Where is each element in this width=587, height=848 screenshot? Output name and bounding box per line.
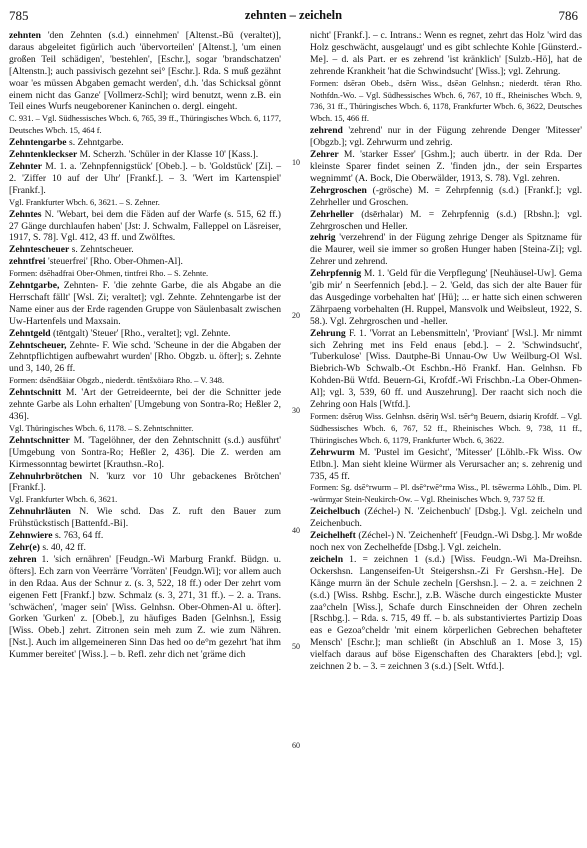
entry-text: 'zehrend' nur in der Fügung zehrende Denger 'Mitesser' [Obgzb.]; vgl. Zehrwurm und zehrig. <box>310 125 582 149</box>
dictionary-entry <box>310 125 582 149</box>
line-number: 60 <box>292 741 300 750</box>
reference-note <box>9 197 281 209</box>
dictionary-entry <box>9 340 281 376</box>
entry-text: (Zéchel-) N. 'Zeichenbuch' [Dsbg.]. Vgl. zeicheln und Zeichenbuch. <box>310 506 582 530</box>
entry-headword: Zehrer <box>310 149 339 161</box>
entry-headword: Zehntenkleckser <box>9 149 78 161</box>
entry-headword: zehren <box>9 553 37 565</box>
dictionary-entry <box>9 280 281 328</box>
entry-text: F. 1. 'Vorrat an Lebensmitteln', 'Proviant' [Wsl.]. Mr nimmt sich Zehring met ins Feld enaus [ebd.]. – 2. 'Schwindsucht', 'Tuberkulose' [Wiss. Dautphe-Bi Unnau-Ow Uw Weilburg-Ol Wsl. Biebrich-Wb Schwalb.-Ot Eschbn.-Hö Frankf. Han. Gelnhsn. Fb Kohden-Bü Wtfd. Beuern-Gi, Krofdf.-Wi Frischbn.-La Ober-Ohmen-Al]; vgl. 3, 539, 60 ff. und Auszehrung]. Der raacht sich noch die Zehring oon Hals [Wtfd.]. <box>310 327 583 411</box>
dictionary-entry <box>9 506 281 530</box>
line-number: 30 <box>292 406 300 415</box>
reference-text: C. 931. – Vgl. Südhessisches Wbch. 6, 765, 39 ff., Thüringisches Wbch. 6, 1177, Deutsches Wbch. 15, 464 f. <box>9 114 281 136</box>
reference-note <box>9 423 281 435</box>
entry-headword: Zehr(e) <box>9 541 40 553</box>
entry-headword: Zehntgarbe, <box>9 280 60 292</box>
entry-headword: zehnten <box>9 30 41 41</box>
entry-text: M. Scherzh. 'Schüler in der Klasse 10' [Kass.]. <box>79 149 259 161</box>
entry-headword: zeicheln <box>310 553 344 565</box>
dictionary-entry <box>310 506 582 530</box>
entry-text: N. Wie schd. Das Z. ruft den Bauer zum Frühstückstisch [Battenfd.-Bi]. <box>9 506 281 530</box>
reference-text: Formen: dsēhadfrai Ober-Ohmen, tintfrei Rho. – S. Zehnte. <box>9 269 209 279</box>
right-column <box>310 30 582 673</box>
entry-text: (-grösche) M. = Zehrpfennig (s.d.) [Frankf.]; vgl. Zehrheller und Groschen. <box>310 184 582 208</box>
entry-text: (tēntgalt) 'Steuer' [Rho., veraltet]; vgl. Zehnte. <box>53 327 231 339</box>
entry-text: M. 1. a. 'Zehnpfennigstück' [Obeb.]. – b. 'Goldstück' [Zi]. – 2. 'Ziffer 10 auf der Uhr' [Frankf.]. – 3. 'Wert im Kartenspiel' [Frankf.]. <box>9 160 281 196</box>
dictionary-entry <box>310 209 582 233</box>
entry-headword: Zehntgeld <box>9 327 51 339</box>
entry-text: (Zéchel-) N. 'Zeichenheft' [Feudgn.-Wi Dsbg.]. Mr woßde noch nex von Zechelhefde [Dsbg.]. Vgl. zeicheln. <box>310 530 582 553</box>
dictionary-entry <box>310 185 582 209</box>
entry-text: s. Zehntscheuer. <box>71 244 134 256</box>
entry-text: Zehnten- F. 'die zehnte Garbe, die als Abgabe an die Herrschaft fällt' [Wsl. Zi; veraltet]; vgl. Zehnte. Zehntengarbe ist der Name einer aus der Erde ragenden Gruppe von Säulenbasalt zwischen Uw-Hartenfels und Maxsain. <box>9 280 281 327</box>
entry-headword: Zehnuhrbrötchen <box>9 470 83 482</box>
entry-headword: Zehntschnitter <box>9 434 70 446</box>
dictionary-entry <box>310 149 582 185</box>
line-number: 10 <box>292 158 300 167</box>
dictionary-entry <box>9 244 281 256</box>
dictionary-entry <box>310 447 582 483</box>
reference-text: Vgl. Frankfurter Wbch. 6, 3621. – S. Zehner. <box>9 197 160 207</box>
entry-headword: zehntfrei <box>9 256 46 268</box>
dictionary-entry <box>310 268 582 328</box>
page-number-right: 786 <box>558 8 578 23</box>
entry-text: nicht' [Frankf.]. – c. Intrans.: Wenn es regnet, zehrt das Holz 'wird das Holz geschwächt, ausgelaugt' und es gibt schlechte Kohle [Günsterd.-Me]. – d. als Part. er es zehrend 'ist kränklich' [Sulzb.-Hö], hat de zehrende Krankheit 'hat die Schwindsucht' [Wiss.]; vgl. Zehrung. <box>310 30 582 77</box>
entry-text: 1. = zeichnen 1 (s.d.) [Wiss. Feudgn.-Wi Ma-Dreihsn. Ockershsn. Langenseifen-Ut Steigershsn.-Zi Fr Gershsn.-He]. De Känge murrn än der Schule zecheln [Gershsn.]. – 2. a. = zeichnen 2 (s.d.) [Wiss. Rshbg. Eschr.], z.B. Wäsche durch eingestickte Muster zaa°cheln [Wiss.], Schafe durch Einschneiden der Ohren zecheln [Rschbg.]. – Rda. s. 715, 49 ff. – b. als substantiviertes Partizip Doas eas e Gezoa°cheldr 'mit einem körperlichen Gebrechen behafteter Mensch' [Eschr.]; man schließt (in Abschluß an 1. Mose 3, 15) vielfach daraus auf böse Eigenschaften des Charakters [ebd.]; vgl. zeichnen 2 b. – 3. = zeichnen 3 (s.d.) [Selt. Wtfd.]. <box>310 553 582 673</box>
entry-headword: zehrend <box>310 125 343 137</box>
dictionary-entry <box>9 471 281 495</box>
entry-headword: Zehrpfennig <box>310 268 362 280</box>
entry-headword: Zehrgroschen <box>310 184 367 196</box>
dictionary-entry <box>9 435 281 471</box>
dictionary-entry <box>310 232 582 268</box>
entry-headword: Zehrung <box>310 327 346 339</box>
dictionary-entry <box>310 554 582 673</box>
reference-text: Formen: Sg. dsē°rwurm – Pl. dsē°rwē°rmə Wiss., Pl. tsēwεrmə Löhlb., Dim. Pl. -würmχər Stein-Neukirch-Ow. – Vgl. Rheinisches Wbch. 9, 737 52 ff. <box>310 483 582 505</box>
reference-note <box>310 482 582 506</box>
dictionary-entry <box>310 328 582 411</box>
entry-headword: Zehrheller <box>310 208 354 220</box>
entry-text: M. 'Art der Getreideernte, bei der die Schnitter jede zehnte Garbe als Lohn erhalten' [Umgebung von Sontra-Ro; Heßler 2, 436]. <box>9 387 281 422</box>
running-title: zehnten – zeicheln <box>244 8 343 22</box>
entry-text: s. 40, 42 ff. <box>42 541 86 553</box>
dictionary-entry <box>310 30 582 78</box>
entry-text: Zehnte- F. Wie schd. 'Scheune in der die Abgaben der Zehntpflichtigen aufbewahrt wurden' [Rho. Obgzb. u. öfter]; s. Zehnte und 3, 140, 26 ff. <box>9 339 281 375</box>
dictionary-entry <box>310 530 582 554</box>
dictionary-entry <box>9 137 281 149</box>
dictionary-entry <box>9 542 281 554</box>
entry-text: 'verzehrend' in der Fügung zehrige Denger als Spitzname für die Maurer, weil sie immer so großen Hunger haben [Steina-Zi]; vgl. Zehrer und zehrend. <box>310 232 583 268</box>
entry-headword: Zeichelbuch <box>310 506 361 518</box>
reference-note <box>9 113 281 137</box>
entry-headword: Zehntescheuer <box>9 244 70 256</box>
entry-text: M. 'Pustel im Gesicht', 'Mitesser' [Löhlb.-Fk Wiss. Ow Etlbn.]. Man sieht kleine Würmer als Verursacher an; s. zehrenig und 735, 45 ff. <box>310 446 582 482</box>
reference-text: Vgl. Frankfurter Wbch. 6, 3621. <box>9 495 118 505</box>
entry-headword: Zehnter <box>9 160 43 172</box>
entry-text: M. 'starker Esser' [Gshm.]; auch übertr. in der Rda. Der kleinste Sparer findet seinen Z. 'finden jdn., der sein Erspartes wegnimmt' (A. Bock, Die Oberwälder, 1913, S. 78). Vgl. zehren. <box>310 149 582 184</box>
entry-text: N. 'kurz vor 10 Uhr gebackenes Brötchen' [Frankf.]. <box>9 470 281 494</box>
entry-text: 'den Zehnten (s.d.) einnehmen' [Altenst.-Bü (veraltet)], daraus abgeleitet figürlich auch 'übervorteilen' [Altenst.], 'um einen großen Teil schädigen', 'bestehlen', [Eschr.], sogar 'brandschatzen' [Altenstn.]; auch passivisch gezehnt sei° [Eschr.]. Rda. S muß gezähnt woar 'es müssen Abgaben gemacht werden', d.h. 'das Schicksal gönnt einem nicht das Ganze' [Vollmerz-Schl]; wird benutzt, wenn z.B. ein Teil eines Wurfs neugeborener Kaninchen o. dergl. eingeht. <box>9 30 281 113</box>
page-number-left: 785 <box>9 8 29 23</box>
page-header <box>9 8 578 24</box>
dictionary-entry <box>9 328 281 340</box>
entry-headword: Zehnwiere <box>9 530 53 542</box>
reference-text: Formen: dsēndšäiar Obgzb., niederdt. tēntšxöiarə Rho. – V. 348. <box>9 376 225 386</box>
dictionary-entry <box>9 554 281 661</box>
left-column <box>9 30 281 661</box>
entry-headword: Zehntengarbe <box>9 137 67 149</box>
entry-text: 'steuerfrei' [Rho. Ober-Ohmen-Al]. <box>48 256 183 268</box>
reference-note <box>310 78 582 126</box>
entry-headword: Zehntes <box>9 208 42 220</box>
entry-headword: Zehntscheuer, <box>9 339 67 351</box>
dictionary-entry <box>9 149 281 161</box>
line-number: 40 <box>292 526 300 535</box>
dictionary-entry <box>9 209 281 245</box>
entry-headword: Zehnuhrläuten <box>9 506 71 518</box>
line-number: 20 <box>292 311 300 320</box>
entry-text: s. Zehntgarbe. <box>68 137 124 149</box>
entry-text: M. 'Tagelöhner, der den Zehntschnitt (s.d.) ausführt' [Umgebung von Sontra-Ro; Heßler 2, 436]. Die Z. werden am Kirmessonntag bewirtet [Krauthsn.-Ro]. <box>9 434 281 470</box>
reference-note <box>310 411 582 447</box>
line-number: 50 <box>292 642 300 651</box>
dictionary-entry <box>9 161 281 197</box>
dictionary-entry <box>9 387 281 423</box>
entry-headword: zehrig <box>310 232 336 244</box>
reference-note <box>9 375 281 387</box>
reference-text: Formen: dsērυŋ Wiss. Gelnhsn. dsēriŋ Wsl. tsēr°ŋ Beuern, dsiəriŋ Krofdf. – Vgl. Südhessisches Wbch. 6, 767, 52 ff., Rheinisches Wbch. 9, 738, 11 ff., Thüringisches Wbch. 6, 1179, Frankfurter Wbch. 6, 3622. <box>310 412 582 445</box>
entry-headword: Zehrwurm <box>310 446 355 458</box>
entry-headword: Zeichelheft <box>310 530 356 542</box>
entry-text: 1. 'sich ernähren' [Feudgn.-Wi Marburg Frankf. Büdgn. u. öfters]. Ech zarn von Veerrärre 'Vorräten' [Feudgn.Wi]; vor allem auch in den Rdaa. Aus der Schnur z. (s. 3, 522, 18 ff.) oder Der zehrt vom eigenen Fett [Frankf.] bzw. Schmalz (s. 3, 271, 31 ff.). – 2. a. Trans. 'schwächen', 'mager sein' [Wiss. Gelnhsn. Ober-Ohmen-Al u. öfter]. Gorken 'Gurken' z. [Obeb.], zu häufiges Baden [Gelnhsn.], Essig [Wiss. Obeb.] zehrt. Zitronen sein meh zum Z. wie zum Nähren. [Nst.]. Auch im allgemeineren Sinn Das hed oo de°m gezehrt 'hat ihm Kummer bereitet' [Wiss.]. – b. Refl. zehr dich net 'gräme dich <box>9 553 281 661</box>
entry-text: N. 'Webart, bei dem die Fäden auf der Warfe (s. 515, 62 ff.) 27 Gänge durchlaufen haben' [Jst: J. Schwalm, Falleppel on Läsreiser, 1917, S. 78]. Vgl. 412, 43 ff. und Zwölftes. <box>9 208 281 244</box>
entry-text: s. 763, 64 ff. <box>54 530 104 542</box>
entry-headword: Zehntschnitt <box>9 387 62 399</box>
dictionary-entry <box>9 30 281 113</box>
dictionary-entry <box>9 530 281 542</box>
reference-note <box>9 268 281 280</box>
entry-text: M. 1. 'Geld für die Verpflegung' [Neuhäusel-Uw]. Gema 'gib mir' n Seerfennich [ebd.]. – 2. 'Geld, das sich der alte Bauer für das Ausgedinge vorbehalten hat' [Hü]; ... er hatte sich einen schweren Zährpaeng vorbehalten (H. Ruppel, Mansvolk und Weibsleut, 1922, S. 58.). Vgl. Zehrgroschen und -heller. <box>310 268 582 327</box>
entry-text: (dsērhəlar) M. = Zehrpfennig (s.d.) [Rbshn.]; vgl. Zehrgroschen und Heller. <box>310 208 583 232</box>
dictionary-entry <box>9 256 281 268</box>
reference-text: Formen: dsērən Obeb., dsērn Wiss., dsēən Gelnhsn.; niederdt. tērən Rho. Nothfdn.-Wo. – Vgl. Südhessisches Wbch. 6, 767, 10 ff., Rheinisches Wbch. 9, 736, 31 ff., Thüringisches Wbch. 6, 1178, Frankfurter Wbch. 6, 3622, Deutsches Wbch. 15, 466 ff. <box>310 78 582 124</box>
reference-text: Vgl. Thüringisches Wbch. 6, 1178. – S. Zehntschnitter. <box>9 423 194 433</box>
reference-note <box>9 494 281 506</box>
